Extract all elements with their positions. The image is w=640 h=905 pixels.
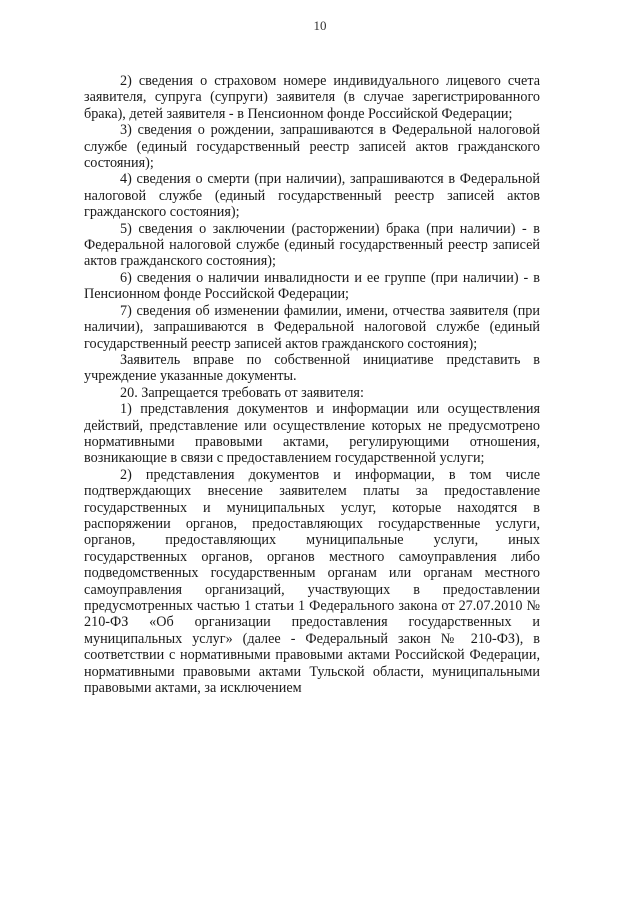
paragraph-applicant-right: Заявитель вправе по собственной инициативе представить в учреждение указанные документы. bbox=[84, 351, 540, 385]
paragraph-section-20: 20. Запрещается требовать от заявителя: bbox=[120, 384, 364, 401]
paragraph-item-3-birth: 3) сведения о рождении, запрашиваются в Федеральной налоговой службе (единый государственный реестр записей актов гражданского состояния); bbox=[84, 122, 540, 172]
paragraph-prohibition-1: 1) представления документов и информации или осуществления действий, представление или осуществление которых не предусмотрено нормативными правовыми актами, регулирующими отношения, возникающие в связи с предоставлением государственной услуги; bbox=[84, 401, 540, 467]
paragraph-prohibition-2: 2) представления документов и информации, в том числе подтверждающих внесение заявителем платы за предоставление государственных и муниципальных услуг, которые находятся в распоряжении органов, предоставляющих государственные услуги, органов, предоставляющих муниципальные услуги, иных государственных органов, органов местного самоуправления либо подведомственных государственным органам или органам местного самоуправления организаций, участвующих в предоставлении предусмотренных частью 1 статьи 1 Федерального закона от 27.07.2010 № 210-ФЗ «Об организации предоставления государственных и муниципальных услуг» (далее - Федеральный закон № 210-ФЗ), в соответствии с нормативными правовыми актами Российской Федерации, нормативными правовыми актами Тульской области, муниципальными правовыми актами, за исключением bbox=[84, 466, 540, 697]
paragraph-item-5-marriage: 5) сведения о заключении (расторжении) брака (при наличии) - в Федеральной налоговой службе (единый государственный реестр записей актов гражданского состояния); bbox=[84, 220, 540, 270]
page-number: 10 bbox=[313, 18, 327, 33]
paragraph-item-2-insurance-number: 2) сведения о страховом номере индивидуального лицевого счета заявителя, супруга (супруги) заявителя (в случае зарегистрированного брака), детей заявителя - в Пенсионном фонде Российской Федерации; bbox=[84, 73, 540, 122]
paragraph-item-6-disability: 6) сведения о наличии инвалидности и ее группе (при наличии) - в Пенсионном фонде Российской Федерации; bbox=[84, 269, 540, 303]
document-body bbox=[84, 73, 540, 696]
paragraph-item-7-name-change: 7) сведения об изменении фамилии, имени, отчества заявителя (при наличии), запрашиваются в Федеральной налоговой службе (единый государственный реестр записей актов гражданского состояния); bbox=[84, 302, 540, 352]
paragraph-item-4-death: 4) сведения о смерти (при наличии), запрашиваются в Федеральной налоговой службе (единый государственный реестр записей актов гражданского состояния); bbox=[84, 171, 540, 221]
